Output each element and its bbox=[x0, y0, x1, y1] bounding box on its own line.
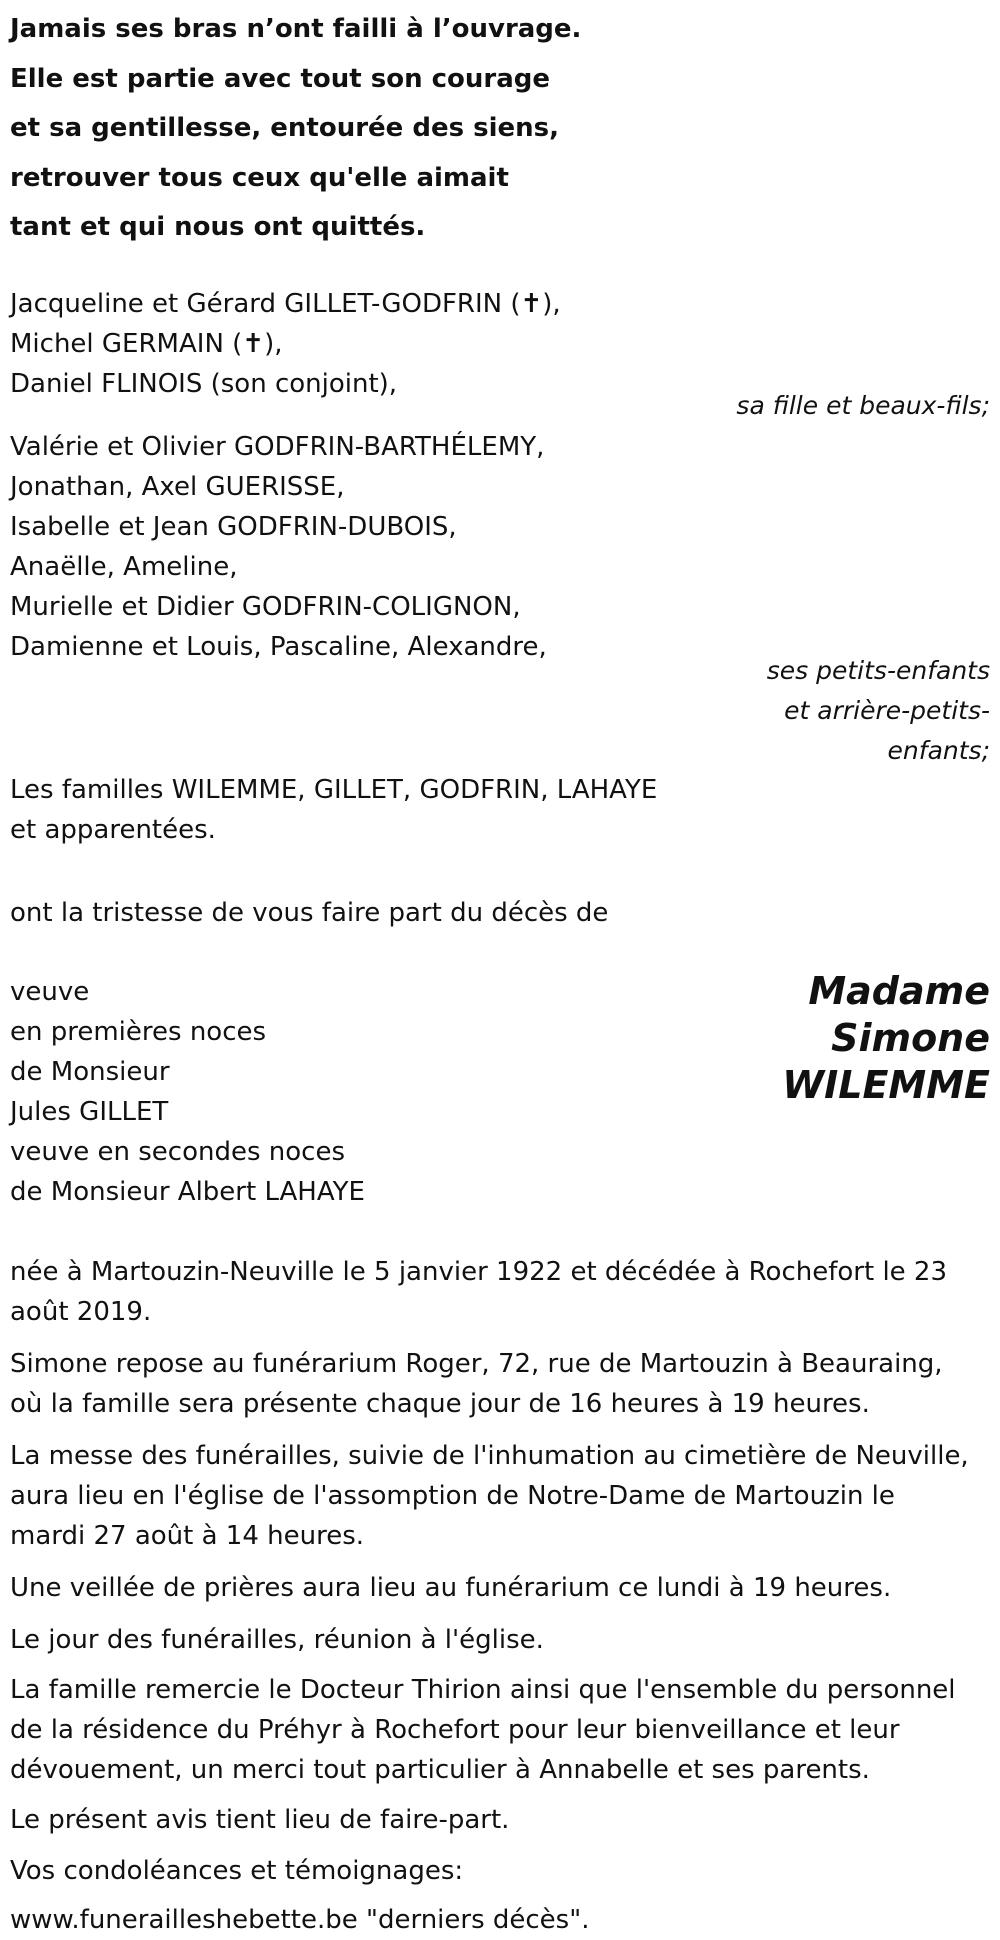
widow-line: veuve bbox=[10, 977, 90, 1007]
thanks-paragraph bbox=[10, 1670, 990, 1790]
family-member: Jacqueline et Gérard GILLET-GODFRIN (✝), bbox=[10, 289, 561, 319]
deceased-name bbox=[782, 968, 990, 1109]
family-member: Valérie et Olivier GODFRIN-BARTHÉLEMY, bbox=[10, 432, 545, 462]
paragraph-line: Le jour des funérailles, réunion à l'église. bbox=[10, 1625, 544, 1655]
deceased-last-name: WILEMME bbox=[782, 1063, 990, 1107]
condolences-paragraph bbox=[10, 1851, 990, 1891]
paragraph-line: née à Martouzin-Neuville le 5 janvier 1922 et décédée à Rochefort le 23 bbox=[10, 1257, 948, 1287]
poem-line: Jamais ses bras n’ont failli à l’ouvrage. bbox=[10, 14, 582, 44]
vigil-paragraph bbox=[10, 1568, 990, 1608]
paragraph-line: mardi 27 août à 14 heures. bbox=[10, 1521, 365, 1551]
family-member: Jonathan, Axel GUERISSE, bbox=[10, 472, 345, 502]
family-member: Michel GERMAIN (✝), bbox=[10, 329, 283, 359]
widow-line: veuve en secondes noces bbox=[10, 1137, 346, 1167]
website-link[interactable]: www.funerailleshebette.be "derniers décès". bbox=[10, 1905, 590, 1935]
family-member: Murielle et Didier GODFRIN-COLIGNON, bbox=[10, 592, 521, 622]
widow-line: Jules GILLET bbox=[10, 1097, 169, 1127]
grandchildren-role bbox=[767, 651, 990, 771]
paragraph-line: de la résidence du Préhyr à Rochefort pour leur bienveillance et leur bbox=[10, 1715, 900, 1745]
announcement bbox=[10, 893, 608, 933]
meeting-paragraph bbox=[10, 1620, 990, 1660]
notice-paragraph bbox=[10, 1800, 990, 1840]
paragraph-line: La famille remercie le Docteur Thirion ainsi que l'ensemble du personnel bbox=[10, 1675, 956, 1705]
poem-line: retrouver tous ceux qu'elle aimait bbox=[10, 162, 509, 193]
poem bbox=[10, 5, 581, 253]
poem-line: tant et qui nous ont quittés. bbox=[10, 212, 426, 242]
role-line: et arrière-petits- bbox=[784, 696, 990, 725]
paragraph-line: La messe des funérailles, suivie de l'inhumation au cimetière de Neuville, bbox=[10, 1441, 969, 1471]
family-member: Daniel FLINOIS (son conjoint), bbox=[10, 369, 398, 399]
widow-line: de Monsieur bbox=[10, 1057, 170, 1087]
paragraph-line: où la famille sera présente chaque jour de 16 heures à 19 heures. bbox=[10, 1389, 870, 1419]
families-line: et apparentées. bbox=[10, 815, 216, 845]
deceased-first-name: Simone bbox=[831, 1016, 990, 1060]
paragraph-line: aura lieu en l'église de l'assomption de Notre-Dame de Martouzin le bbox=[10, 1481, 895, 1511]
children-list bbox=[10, 284, 561, 404]
birth-death-paragraph bbox=[10, 1252, 990, 1332]
deceased-title: Madame bbox=[808, 969, 990, 1013]
paragraph-line: Une veillée de prières aura lieu au funérarium ce lundi à 19 heures. bbox=[10, 1573, 892, 1603]
paragraph-line: Vos condoléances et témoignages: bbox=[10, 1856, 464, 1886]
family-member: Anaëlle, Ameline, bbox=[10, 552, 238, 582]
family-member: Damienne et Louis, Pascaline, Alexandre, bbox=[10, 632, 547, 662]
poem-line: Elle est partie avec tout son courage bbox=[10, 63, 551, 94]
paragraph-line: Simone repose au funérarium Roger, 72, rue de Martouzin à Beauraing, bbox=[10, 1349, 943, 1379]
mass-paragraph bbox=[10, 1436, 990, 1556]
role-line: ses petits-enfants bbox=[766, 656, 990, 685]
grandchildren-list bbox=[10, 427, 547, 667]
widow-line: de Monsieur Albert LAHAYE bbox=[10, 1177, 365, 1207]
role-line: sa fille et beaux-fils; bbox=[736, 391, 990, 420]
families bbox=[10, 770, 657, 850]
widow-line: en premières noces bbox=[10, 1017, 267, 1047]
website-paragraph bbox=[10, 1900, 990, 1940]
family-member: Isabelle et Jean GODFRIN-DUBOIS, bbox=[10, 512, 457, 542]
poem-line: et sa gentillesse, entourée des siens, bbox=[10, 113, 559, 143]
paragraph-line: Le présent avis tient lieu de faire-part. bbox=[10, 1805, 510, 1835]
families-line: Les familles WILEMME, GILLET, GODFRIN, LAHAYE bbox=[10, 775, 658, 805]
widow-details bbox=[10, 972, 365, 1212]
paragraph-line: août 2019. bbox=[10, 1297, 152, 1327]
funerarium-paragraph bbox=[10, 1344, 990, 1424]
role-line: enfants; bbox=[887, 736, 990, 765]
children-role bbox=[736, 386, 990, 426]
paragraph-line: dévouement, un merci tout particulier à Annabelle et ses parents. bbox=[10, 1755, 870, 1785]
announcement-line: ont la tristesse de vous faire part du décès de bbox=[10, 898, 609, 928]
